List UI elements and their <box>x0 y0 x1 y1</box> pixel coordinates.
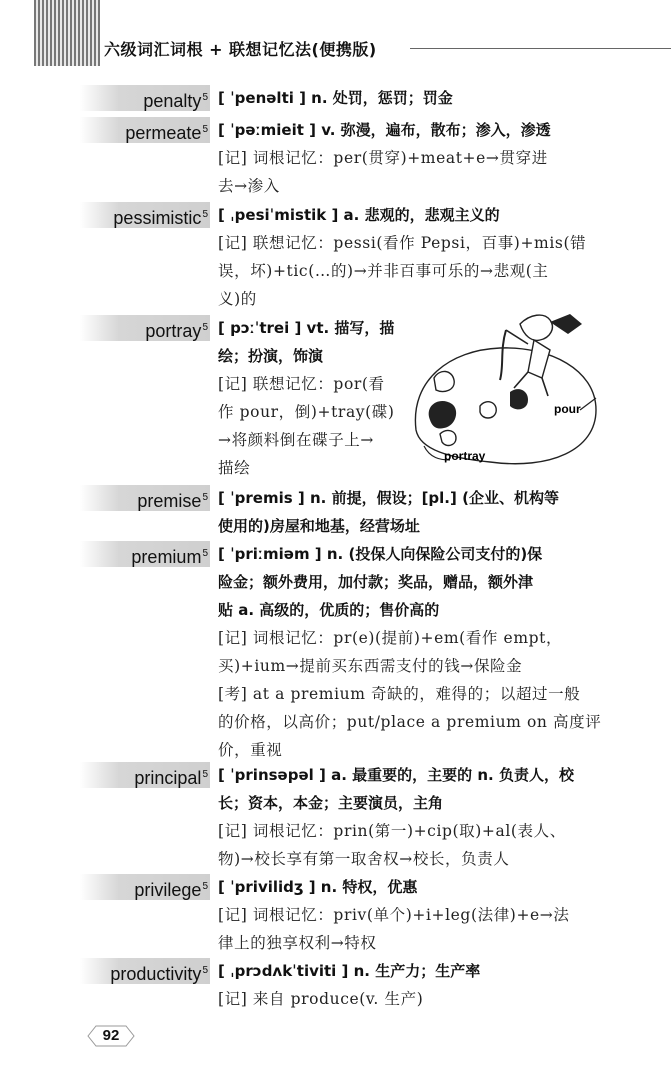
entry-line: [记] 词根记忆：per(贯穿)+meat+e→贯穿进 <box>218 149 548 167</box>
entry-line: [ ˌpesiˈmistik ] a. 悲观的，悲观主义的 <box>218 206 500 224</box>
entry-line: [记] 词根记忆：priv(单个)+i+leg(法律)+e→法 <box>218 906 570 924</box>
illustration-label-portray: portray <box>444 449 486 463</box>
entry-line: [ ˌprɔdʌkˈtiviti ] n. 生产力；生产率 <box>218 962 481 980</box>
headword <box>80 762 210 788</box>
frequency-mark: 5 <box>202 965 208 976</box>
headword-text: penalty <box>143 91 202 111</box>
entry-line: [ pɔːˈtrei ] vt. 描写，描 <box>218 319 395 337</box>
entry-line: 使用的)房屋和地基，经营场址 <box>218 517 420 535</box>
header-decor-bar <box>34 0 100 66</box>
entry-line: 买)+ium→提前买东西需支付的钱→保险金 <box>218 657 523 675</box>
headword <box>80 202 210 228</box>
frequency-mark: 5 <box>202 322 208 333</box>
headword-text: premise <box>137 491 202 511</box>
entry-line: [ ˈpenəlti ] n. 处罚，惩罚；罚金 <box>218 89 453 107</box>
entry-line: 长；资本，本金；主要演员，主角 <box>218 794 444 812</box>
illustration-label-pour: pour <box>554 402 581 416</box>
entry-line: →将颜料倒在碟子上→ <box>218 431 374 449</box>
entry-line: [ ˈpəːmieit ] v. 弥漫，遍布，散布；渗入，渗透 <box>218 121 551 139</box>
headword-text: productivity <box>110 964 202 984</box>
frequency-mark: 5 <box>202 492 208 503</box>
page-number-text: 92 <box>102 1027 120 1044</box>
entry-line: [记] 词根记忆：pr(e)(提前)+em(看作 empt， <box>218 629 563 647</box>
entry-line: [记] 联想记忆：por(看 <box>218 375 385 393</box>
page-header-title: 六级词汇词根 + 联想记忆法(便携版) <box>104 40 377 59</box>
headword <box>80 874 210 900</box>
entry-line: 贴 a. 高级的，优质的；售价高的 <box>218 601 440 619</box>
headword <box>80 85 210 111</box>
entry-line: 律上的独享权利→特权 <box>218 934 377 952</box>
frequency-mark: 5 <box>202 92 208 103</box>
entry-line: [ ˈprinsəpəl ] a. 最重要的，主要的 n. 负责人，校 <box>218 766 574 784</box>
entry-line: 描绘 <box>218 459 251 477</box>
entry-line: 的价格，以高价；put/place a premium on 高度评 <box>218 713 602 731</box>
entry-line: [记] 联想记忆：pessi(看作 Pepsi，百事)+mis(错 <box>218 234 587 252</box>
headword-text: pessimistic <box>113 208 202 228</box>
frequency-mark: 5 <box>202 548 208 559</box>
headword <box>80 315 210 341</box>
headword <box>80 541 210 567</box>
entry-line: 去→渗入 <box>218 177 280 195</box>
entry-line: 作 pour，倒)+tray(碟) <box>218 403 395 421</box>
paint-pour-drawing <box>410 310 600 480</box>
entry-line: 误，坏)+tic(…的)→并非百事可乐的→悲观(主 <box>218 262 549 280</box>
frequency-mark: 5 <box>202 209 208 220</box>
headword-text: permeate <box>125 123 202 143</box>
headword-text: privilege <box>134 880 202 900</box>
frequency-mark: 5 <box>202 124 208 135</box>
frequency-mark: 5 <box>202 769 208 780</box>
entry-line: [ ˈpriːmiəm ] n. (投保人向保险公司支付的)保 <box>218 545 543 563</box>
headword <box>80 958 210 984</box>
entry-line: [ ˈprivilidʒ ] n. 特权，优惠 <box>218 878 418 896</box>
entry-line: 险金；额外费用，加付款；奖品，赠品，额外津 <box>218 573 534 591</box>
entry-line: 绘；扮演，饰演 <box>218 347 324 365</box>
entry-line: [ ˈpremis ] n. 前提，假设；[pl.] (企业、机构等 <box>218 489 559 507</box>
page-number <box>86 1023 136 1049</box>
entry-line: [记] 来自 produce(v. 生产) <box>218 990 424 1008</box>
headword-text: portray <box>145 321 202 341</box>
headword-text: premium <box>131 547 202 567</box>
frequency-mark: 5 <box>202 881 208 892</box>
entry-line: 价，重视 <box>218 741 283 759</box>
header-rule <box>410 48 671 49</box>
entry-line: 义)的 <box>218 290 257 308</box>
entry-line: 物)→校长享有第一取舍权→校长，负责人 <box>218 850 510 868</box>
portray-illustration <box>410 310 600 480</box>
headword <box>80 485 210 511</box>
entry-line: [记] 词根记忆：prin(第一)+cip(取)+al(表人、 <box>218 822 566 840</box>
entry-line: [考] at a premium 奇缺的，难得的；以超过一般 <box>218 685 581 703</box>
headword-text: principal <box>134 768 202 788</box>
headword <box>80 117 210 143</box>
